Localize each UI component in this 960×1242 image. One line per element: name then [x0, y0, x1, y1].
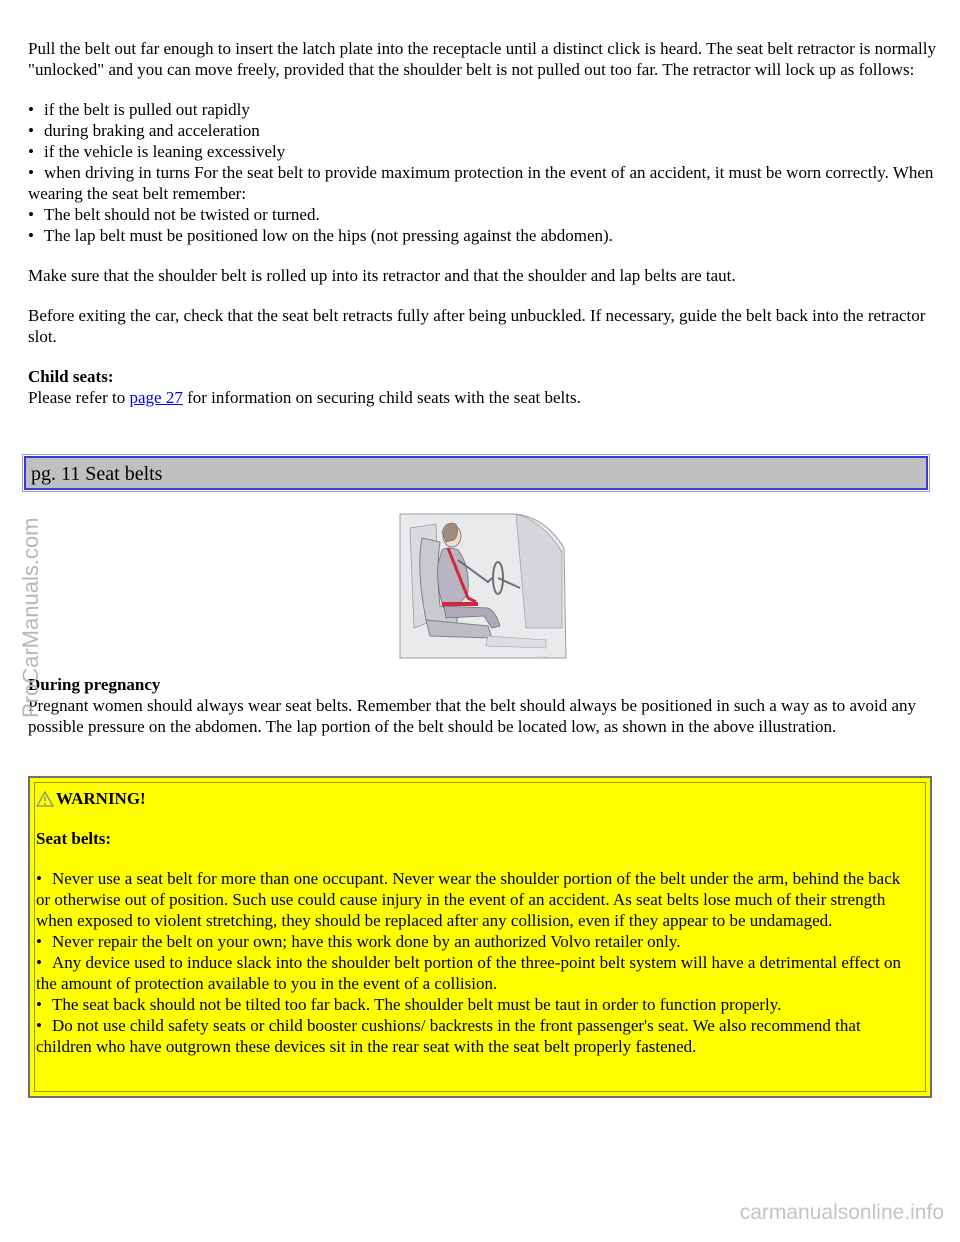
document-body	[28, 38, 936, 427]
page-27-link[interactable]: page 27	[129, 388, 183, 407]
child-seats-text-before: Please refer to	[28, 388, 130, 407]
retractor-lock-list	[28, 99, 936, 246]
list-item: • The lap belt must be positioned low on the hips (not pressing against the abdomen).	[28, 225, 936, 246]
shoulder-belt-paragraph: Make sure that the shoulder belt is rolled up into its retractor and that the shoulder and lap belts are taut.	[28, 266, 736, 285]
warning-content	[36, 788, 916, 1057]
pregnancy-text: Pregnant women should always wear seat belts. Remember that the belt should always be positioned in such a way as to avoid any possible pressure on the abdomen. The lap portion of the belt should be located low, as shown in the above illustration.	[28, 696, 917, 736]
list-item: • during braking and acceleration	[28, 120, 936, 141]
list-item: • Never use a seat belt for more than one occupant. Never wear the shoulder portion of the belt under the arm, behind the back or otherwise out of position. Such use could cause injury in the event of an accident. As seat belts lose much of their strength when exposed to violent stretching, they should be replaced after any collision, even if they appear to be undamaged.	[36, 868, 916, 931]
warning-title: WARNING!	[56, 789, 146, 808]
list-item: • The belt should not be twisted or turned.	[28, 204, 936, 225]
warning-box	[28, 776, 932, 1098]
svg-text:·······: ·······	[538, 654, 548, 659]
list-item: • Never repair the belt on your own; have this work done by an authorized Volvo retailer only.	[36, 931, 916, 952]
watermark-carmanualsonline: carmanualsonline.info	[739, 1201, 944, 1224]
list-item: • when driving in turns For the seat belt to provide maximum protection in the event of an accident, it must be worn correctly. When wearing the seat belt remember:	[28, 162, 936, 204]
list-item: • Do not use child safety seats or child booster cushions/ backrests in the front passenger's seat. We also recommend that children who have outgrown these devices sit in the rear seat with the seat belt properly fastened.	[36, 1015, 916, 1057]
section-title: pg. 11 Seat belts	[31, 463, 163, 485]
watermark-procarmanuals: ProCarManuals.com	[18, 517, 43, 718]
pregnancy-section	[28, 674, 932, 737]
pregnant-seatbelt-illustration	[396, 508, 568, 664]
warning-title-row	[36, 788, 916, 809]
list-item: • Any device used to induce slack into the shoulder belt portion of the three-point belt system will have a detrimental effect on the amount of protection available to you in the event of a collision.	[36, 952, 916, 994]
section-header	[24, 456, 928, 490]
warning-subtitle: Seat belts:	[36, 829, 112, 848]
child-seats-block	[28, 366, 936, 408]
child-seats-heading: Child seats:	[28, 367, 114, 386]
child-seats-text-after: for information on securing child seats with the seat belts.	[182, 388, 581, 407]
warning-list	[36, 868, 916, 1057]
list-item: • if the vehicle is leaning excessively	[28, 141, 936, 162]
exit-paragraph: Before exiting the car, check that the seat belt retracts fully after being unbuckled. If necessary, guide the belt back into the retractor slot.	[28, 306, 926, 346]
warning-triangle-icon	[36, 791, 54, 807]
intro-paragraph: Pull the belt out far enough to insert the latch plate into the receptacle until a distinct click is heard. The seat belt retractor is normally "unlocked" and you can move freely, provided that the shoulder belt is not pulled out too far. The retractor will lock up as follows:	[28, 39, 936, 79]
list-item: • if the belt is pulled out rapidly	[28, 99, 936, 120]
pregnancy-heading: During pregnancy	[28, 675, 161, 694]
list-item: • The seat back should not be tilted too far back. The shoulder belt must be taut in order to function properly.	[36, 994, 916, 1015]
